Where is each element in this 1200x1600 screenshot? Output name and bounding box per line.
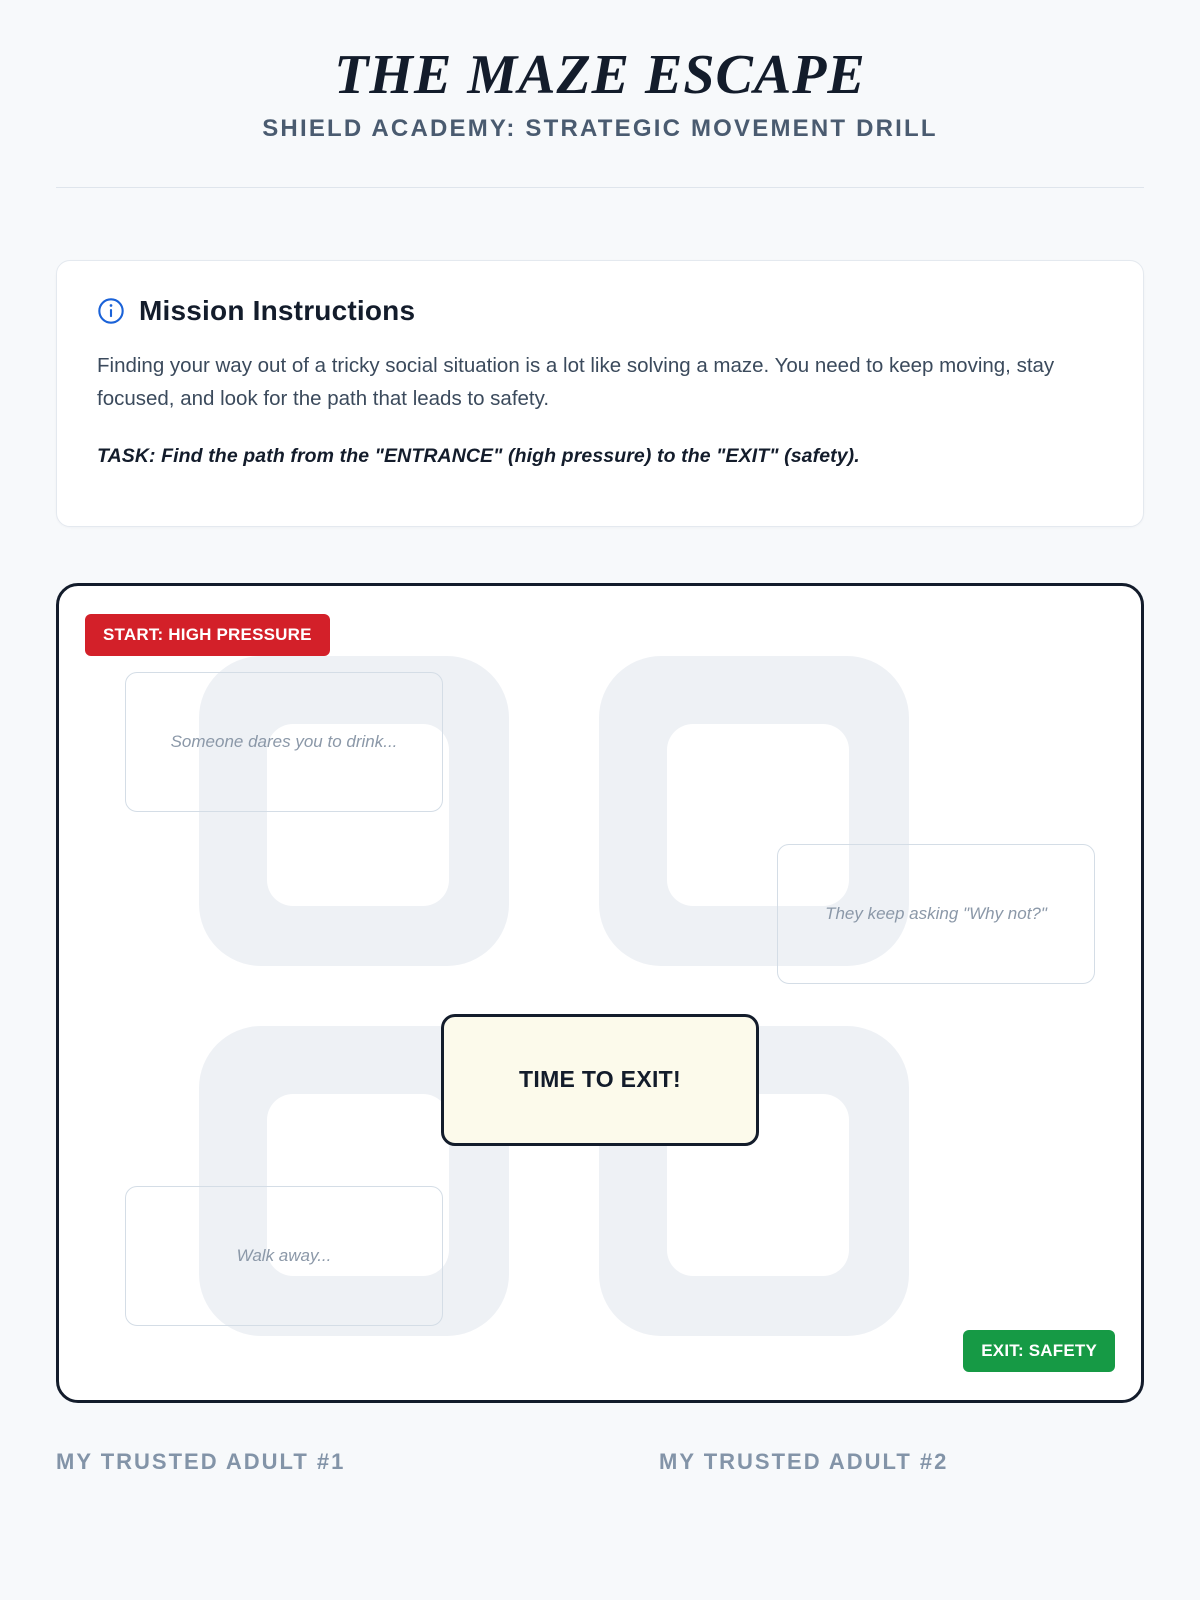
page-subtitle: SHIELD ACADEMY: STRATEGIC MOVEMENT DRILL [262, 114, 938, 142]
maze-node-dare[interactable]: Someone dares you to drink... [125, 672, 443, 812]
maze-node-walk-away[interactable]: Walk away... [125, 1186, 443, 1326]
start-badge: START: HIGH PRESSURE [85, 614, 330, 656]
instructions-body: Finding your way out of a tricky social situation is a lot like solving a maze. You need to keep moving, stay focused, and look for the path that leads to safety. [97, 353, 1055, 410]
mission-instructions-card [56, 260, 1144, 527]
footer-trusted-adults [56, 1449, 1144, 1475]
info-circle-icon [97, 297, 125, 325]
page-header [56, 46, 1144, 143]
instructions-header [97, 295, 1103, 327]
instructions-heading: Mission Instructions [139, 294, 416, 326]
maze-node-why-not[interactable]: They keep asking "Why not?" [777, 844, 1095, 984]
trusted-adult-2-label: MY TRUSTED ADULT #2 [659, 1448, 949, 1474]
page-title: THE MAZE ESCAPE [334, 44, 866, 106]
trusted-adult-1-label: MY TRUSTED ADULT #1 [56, 1448, 346, 1474]
header-divider [56, 187, 1144, 188]
instructions-task: TASK: Find the path from the "ENTRANCE" (high pressure) to the "EXIT" (safety). [97, 445, 860, 468]
exit-badge: EXIT: SAFETY [963, 1330, 1115, 1372]
maze-node-time-to-exit[interactable]: TIME TO EXIT! [441, 1014, 759, 1146]
maze-area [56, 583, 1144, 1403]
